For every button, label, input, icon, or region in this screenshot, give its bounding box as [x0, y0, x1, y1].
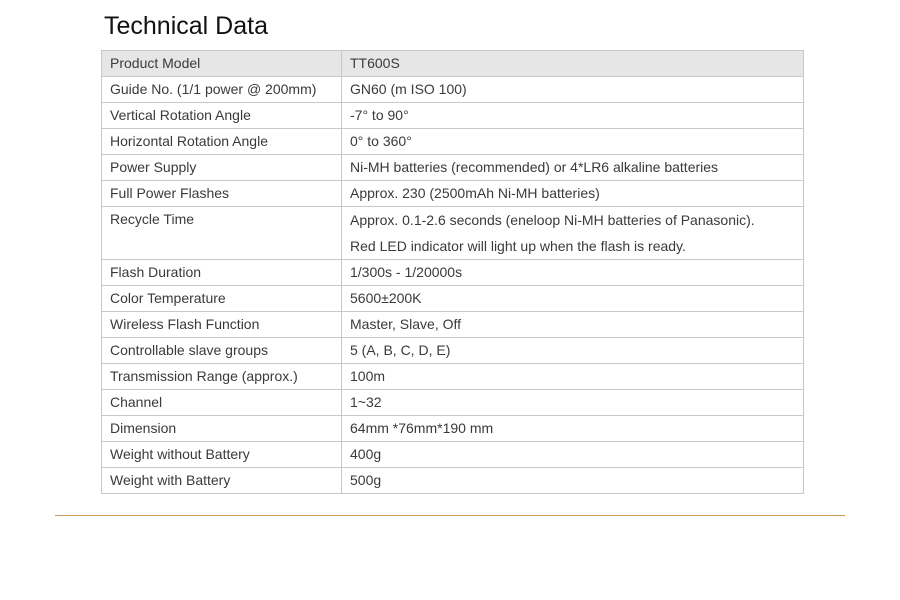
table-row: [102, 207, 804, 260]
spec-label: Weight without Battery: [102, 442, 342, 468]
page-title: Technical Data: [104, 12, 268, 40]
spec-value: 5 (A, B, C, D, E): [342, 338, 804, 364]
spec-label: Controllable slave groups: [102, 338, 342, 364]
table-row: [102, 468, 804, 494]
spec-value: 400g: [342, 442, 804, 468]
spec-label: Power Supply: [102, 155, 342, 181]
spec-label: Guide No. (1/1 power @ 200mm): [102, 77, 342, 103]
spec-label: Transmission Range (approx.): [102, 364, 342, 390]
spec-label: Flash Duration: [102, 260, 342, 286]
table-row: [102, 103, 804, 129]
spec-value: Ni-MH batteries (recommended) or 4*LR6 alkaline batteries: [342, 155, 804, 181]
table-row: [102, 364, 804, 390]
spec-label: Full Power Flashes: [102, 181, 342, 207]
bottom-divider: [55, 515, 845, 516]
spec-label: Recycle Time: [102, 207, 342, 260]
spec-value: 64mm *76mm*190 mm: [342, 416, 804, 442]
table-row: [102, 155, 804, 181]
spec-value: 500g: [342, 468, 804, 494]
spec-label: Dimension: [102, 416, 342, 442]
header-value-cell: TT600S: [342, 51, 804, 77]
table-row: [102, 312, 804, 338]
table-row: [102, 129, 804, 155]
table-row: [102, 181, 804, 207]
table-row: [102, 390, 804, 416]
table-row: [102, 286, 804, 312]
spec-value-line: Approx. 0.1-2.6 seconds (eneloop Ni-MH batteries of Panasonic).: [350, 212, 755, 228]
spec-label: Weight with Battery: [102, 468, 342, 494]
spec-value: Approx. 230 (2500mAh Ni-MH batteries): [342, 181, 804, 207]
spec-label: Color Temperature: [102, 286, 342, 312]
spec-value: 1~32: [342, 390, 804, 416]
spec-label: Horizontal Rotation Angle: [102, 129, 342, 155]
table-row: [102, 77, 804, 103]
spec-value: Master, Slave, Off: [342, 312, 804, 338]
spec-value: [342, 207, 804, 260]
table-row: [102, 416, 804, 442]
spec-value: -7° to 90°: [342, 103, 804, 129]
spec-value: 0° to 360°: [342, 129, 804, 155]
table-row: [102, 260, 804, 286]
spec-label: Channel: [102, 390, 342, 416]
table-header-row: [102, 51, 804, 77]
spec-value: 1/300s - 1/20000s: [342, 260, 804, 286]
technical-data-table: [101, 50, 804, 494]
table-row: [102, 338, 804, 364]
header-label-cell: Product Model: [102, 51, 342, 77]
table-row: [102, 442, 804, 468]
spec-value: GN60 (m ISO 100): [342, 77, 804, 103]
spec-value-line: Red LED indicator will light up when the flash is ready.: [350, 238, 686, 254]
spec-label: Wireless Flash Function: [102, 312, 342, 338]
spec-value: 100m: [342, 364, 804, 390]
spec-value: 5600±200K: [342, 286, 804, 312]
spec-label: Vertical Rotation Angle: [102, 103, 342, 129]
